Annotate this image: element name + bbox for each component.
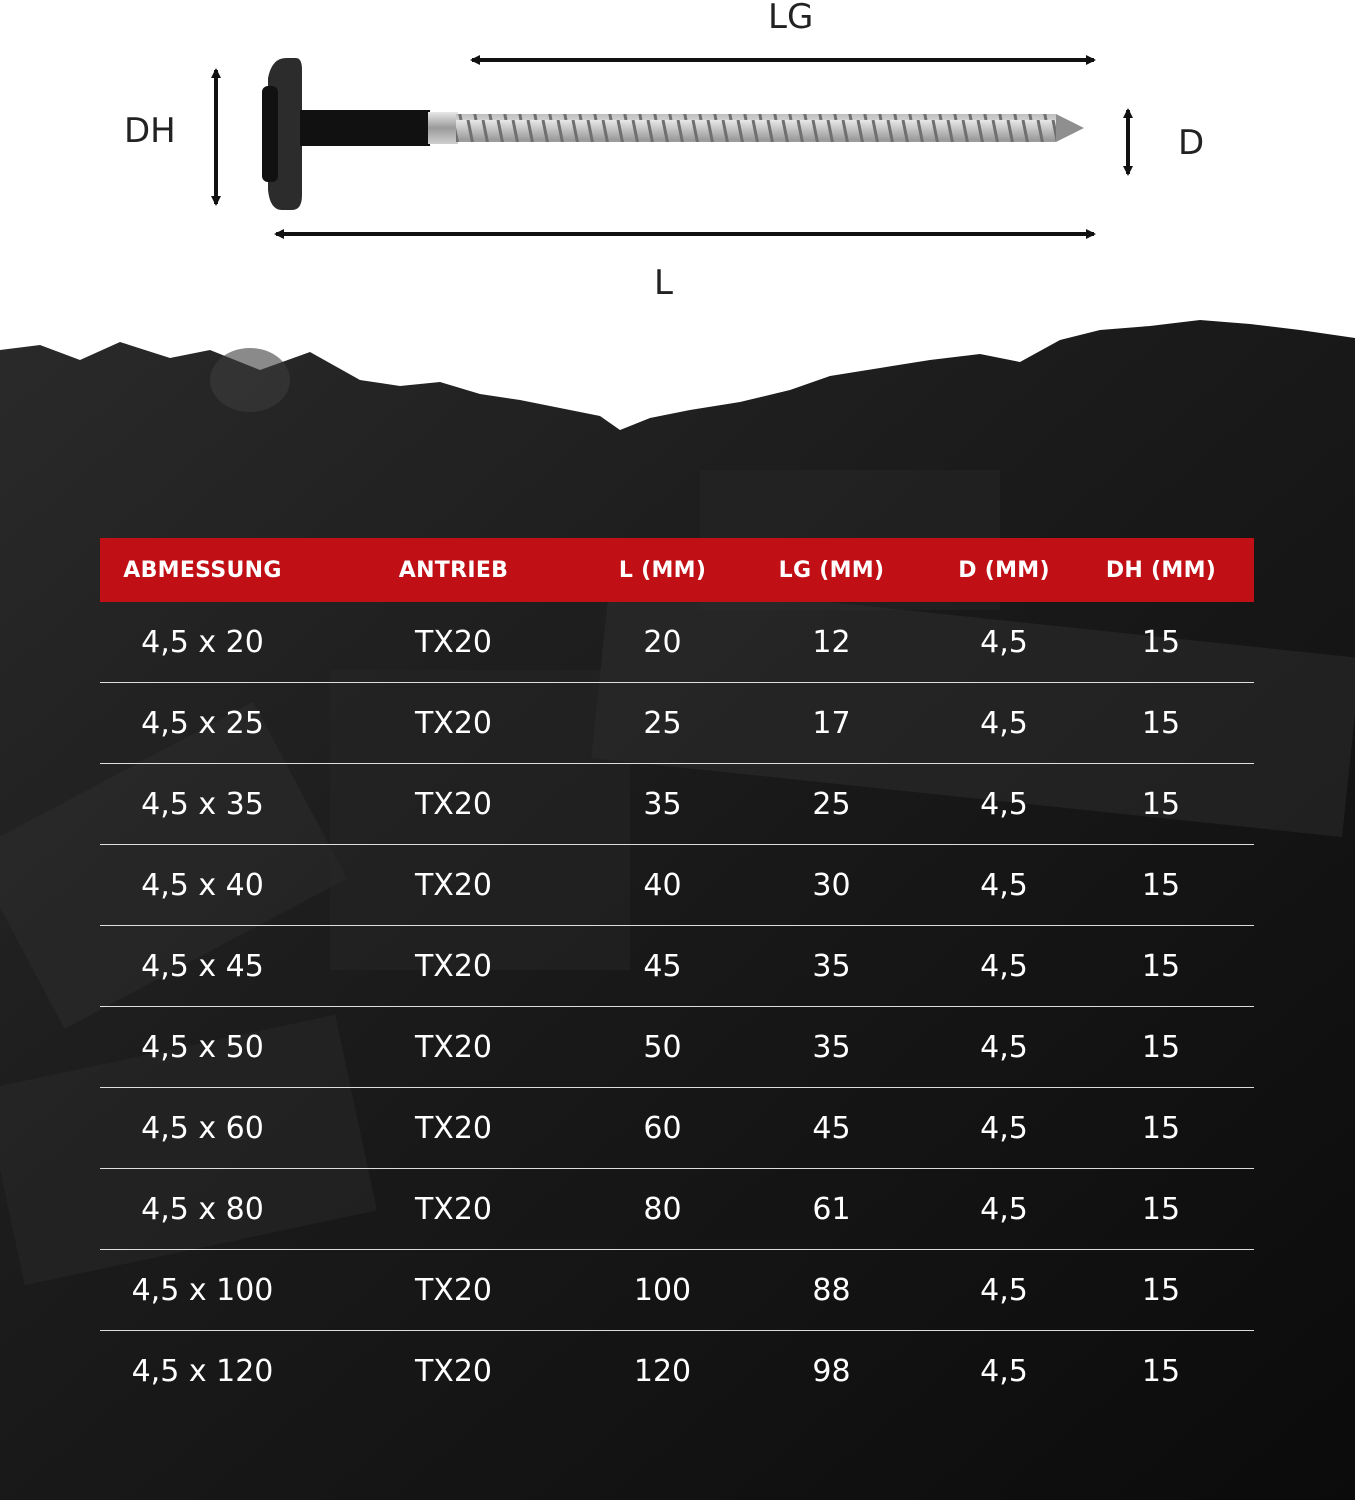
- cell-d: 4,5: [980, 1191, 1028, 1227]
- cell-lg: 12: [812, 624, 851, 660]
- table-row: [100, 764, 1254, 845]
- cell-abmessung: 4,5 x 20: [141, 624, 264, 660]
- cell-lg: 35: [812, 948, 851, 984]
- cell-antrieb: TX20: [414, 867, 493, 903]
- cell-d: 4,5: [980, 1110, 1028, 1146]
- cell-dh: 15: [1141, 1029, 1181, 1065]
- cell-antrieb: TX20: [414, 786, 493, 822]
- cell-dh: 15: [1141, 1353, 1181, 1389]
- cell-antrieb: TX20: [414, 1110, 493, 1146]
- table-row: [100, 1169, 1254, 1250]
- table-row: [100, 1331, 1254, 1411]
- table-row: [100, 845, 1254, 926]
- cell-d: 4,5: [980, 948, 1028, 984]
- cell-dh: 15: [1141, 705, 1181, 741]
- cell-dh: 15: [1141, 786, 1181, 822]
- table-row: [100, 1007, 1254, 1088]
- cell-l: 50: [643, 1029, 682, 1065]
- cell-abmessung: 4,5 x 25: [141, 705, 264, 741]
- screw-dimension-diagram: [0, 0, 1355, 330]
- cell-d: 4,5: [980, 1353, 1028, 1389]
- d-label: D: [1178, 123, 1205, 163]
- cell-dh: 15: [1141, 867, 1181, 903]
- cell-abmessung: 4,5 x 100: [131, 1272, 274, 1308]
- table-row: [100, 683, 1254, 764]
- cell-l: 25: [643, 705, 682, 741]
- cell-dh: 15: [1141, 1110, 1181, 1146]
- cell-d: 4,5: [980, 1272, 1028, 1308]
- cell-abmessung: 4,5 x 45: [141, 948, 264, 984]
- cell-dh: 15: [1141, 948, 1181, 984]
- cell-lg: 88: [812, 1272, 851, 1308]
- header-dh: DH (MM): [1105, 557, 1217, 583]
- dh-label: DH: [124, 111, 176, 151]
- lg-label: LG: [768, 0, 814, 37]
- cell-dh: 15: [1141, 1272, 1181, 1308]
- cell-antrieb: TX20: [414, 624, 493, 660]
- table-body: [100, 602, 1254, 1411]
- cell-l: 100: [633, 1272, 692, 1308]
- cell-l: 40: [643, 867, 682, 903]
- table-row: [100, 1250, 1254, 1331]
- cell-lg: 25: [812, 786, 851, 822]
- cell-abmessung: 4,5 x 40: [141, 867, 264, 903]
- cell-abmessung: 4,5 x 35: [141, 786, 264, 822]
- cell-d: 4,5: [980, 705, 1028, 741]
- cell-l: 120: [633, 1353, 692, 1389]
- cell-d: 4,5: [980, 1029, 1028, 1065]
- header-lg: LG (MM): [778, 557, 885, 583]
- header-abmessung: ABMESSUNG: [123, 557, 282, 583]
- header-l: L (MM): [618, 557, 707, 583]
- cell-antrieb: TX20: [414, 1353, 493, 1389]
- table-row: [100, 1088, 1254, 1169]
- cell-abmessung: 4,5 x 80: [141, 1191, 264, 1227]
- cell-antrieb: TX20: [414, 948, 493, 984]
- cell-antrieb: TX20: [414, 1029, 493, 1065]
- cell-dh: 15: [1141, 1191, 1181, 1227]
- cell-lg: 98: [812, 1353, 851, 1389]
- l-label: L: [654, 263, 673, 303]
- cell-abmessung: 4,5 x 120: [131, 1353, 274, 1389]
- cell-d: 4,5: [980, 786, 1028, 822]
- cell-d: 4,5: [980, 624, 1028, 660]
- cell-lg: 61: [812, 1191, 851, 1227]
- cell-antrieb: TX20: [414, 1191, 493, 1227]
- cell-abmessung: 4,5 x 50: [141, 1029, 264, 1065]
- table-row: [100, 602, 1254, 683]
- cell-l: 20: [643, 624, 682, 660]
- table-row: [100, 926, 1254, 1007]
- cell-l: 35: [643, 786, 682, 822]
- cell-l: 45: [643, 948, 682, 984]
- screw-image: [262, 58, 1084, 210]
- header-antrieb: ANTRIEB: [398, 557, 509, 583]
- cell-d: 4,5: [980, 867, 1028, 903]
- cell-l: 60: [643, 1110, 682, 1146]
- cell-lg: 30: [812, 867, 851, 903]
- table-header: [100, 538, 1254, 602]
- cell-dh: 15: [1141, 624, 1181, 660]
- cell-antrieb: TX20: [414, 705, 493, 741]
- cell-lg: 35: [812, 1029, 851, 1065]
- cell-l: 80: [643, 1191, 682, 1227]
- header-d: D (MM): [958, 557, 1050, 583]
- cell-lg: 45: [812, 1110, 851, 1146]
- cell-antrieb: TX20: [414, 1272, 493, 1308]
- cell-lg: 17: [812, 705, 851, 741]
- cell-abmessung: 4,5 x 60: [141, 1110, 264, 1146]
- spec-table: [100, 538, 1254, 1411]
